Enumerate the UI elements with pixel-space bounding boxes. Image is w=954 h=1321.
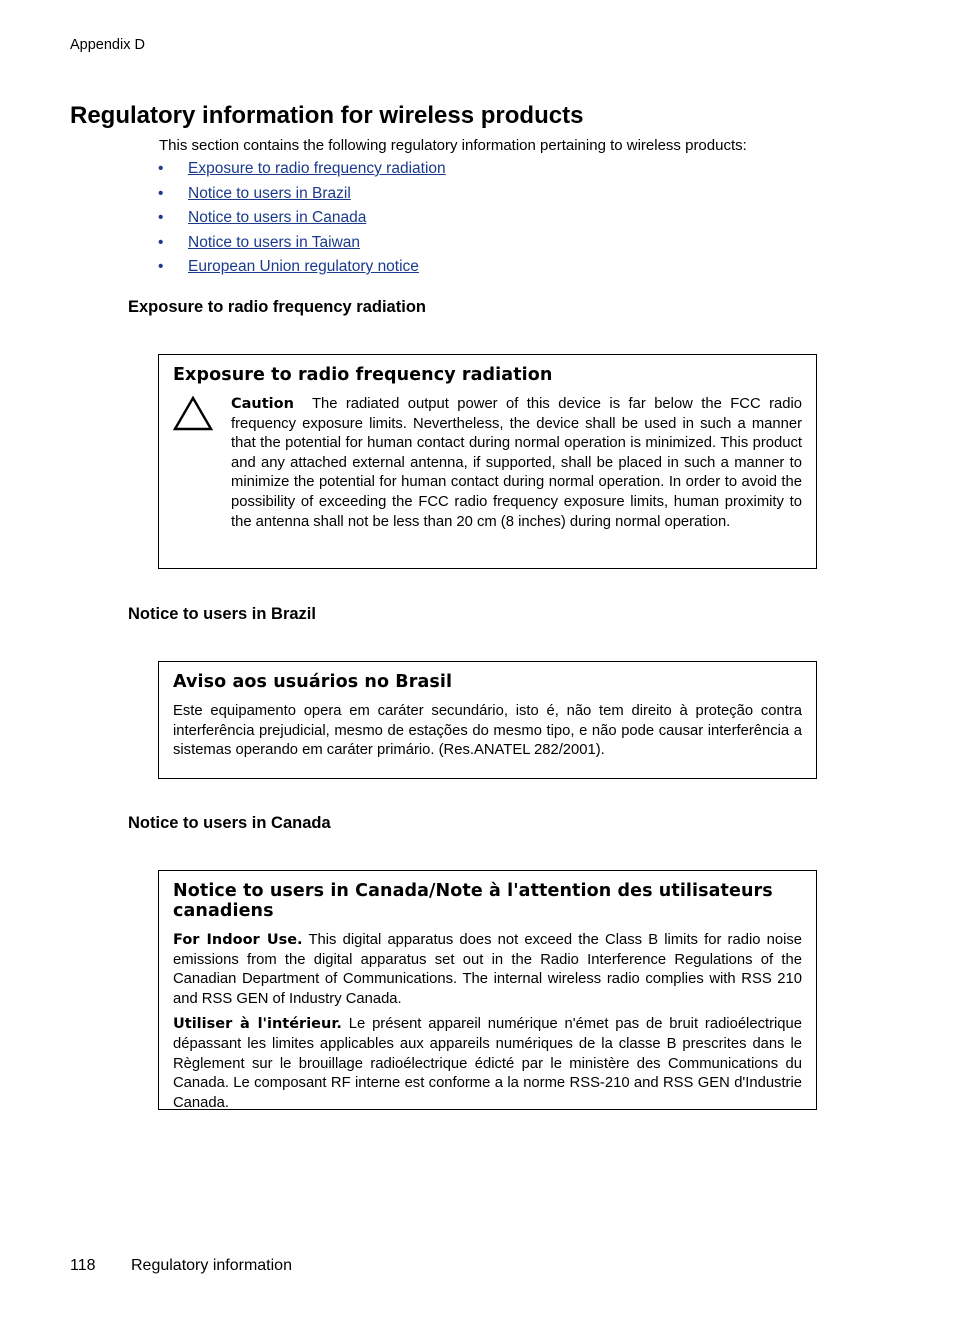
caution-row (173, 395, 802, 532)
footer-section-label: Regulatory information (131, 1257, 292, 1274)
canada-notice-box (158, 870, 817, 1110)
intro-text: This section contains the following regulatory information pertaining to wireless products: (159, 137, 747, 154)
bullet: • (158, 184, 164, 202)
exposure-notice-box (158, 354, 817, 569)
box-title: Exposure to radio frequency radiation (173, 365, 553, 385)
toc-link-eu[interactable]: European Union regulatory notice (188, 258, 419, 275)
toc-link-brazil[interactable]: Notice to users in Brazil (188, 184, 351, 202)
toc-item (158, 234, 446, 259)
toc-link-canada[interactable]: Notice to users in Canada (188, 209, 367, 226)
section-heading-brazil: Notice to users in Brazil (128, 605, 316, 623)
toc-link-taiwan[interactable]: Notice to users in Taiwan (188, 233, 361, 251)
bullet: • (158, 258, 164, 275)
toc-item (158, 209, 446, 234)
canada-fr-text: Le présent appareil numérique n'émet pas de bruit radioélectrique dépassant les limites applicables aux appareils numériques de la classe B prescrites dans le Règlement sur le brouillage radioélectrique édicté par le ministère des Communications du Canada. Le composant RF interne est conforme a la norme RSS-210 and RSS GEN d'Industrie Canada. (173, 1016, 802, 1111)
toc-item (158, 258, 446, 283)
brazil-notice-box (158, 661, 817, 779)
canada-fr-paragraph (173, 1015, 802, 1113)
toc-item (158, 185, 446, 210)
section-heading-exposure: Exposure to radio frequency radiation (128, 298, 426, 316)
bullet: • (158, 209, 164, 226)
bullet: • (158, 233, 164, 251)
canada-en-text: This digital apparatus does not exceed the Class B limits for radio noise emissions from the digital apparatus set out in the Radio Interference Regulations of the Canadian Department of Communications. The internal wireless radio complies with RSS 210 and RSS GEN of Industry Canada. (173, 932, 803, 1007)
bullet: • (158, 160, 164, 177)
section-heading-canada: Notice to users in Canada (128, 814, 331, 832)
canada-fr-label: Utiliser à l'intérieur. (173, 1016, 342, 1033)
brazil-text: Este equipamento opera em caráter secundário, isto é, não tem direito à proteção contra interferência prejudicial, mesmo de estações do mesmo tipo, e não pode causar interferência a sistemas operando em caráter primário. (Res.ANATEL 282/2001). (173, 703, 802, 759)
toc-link-exposure[interactable]: Exposure to radio frequency radiation (188, 160, 446, 177)
caution-text (231, 395, 802, 532)
canada-en-label: For Indoor Use. (173, 932, 303, 948)
caution-body: The radiated output power of this device is far below the FCC radio frequency exposure limits. Nevertheless, the device shall be used in such a manner that the potential for human contact during normal operation is minimized. This product and any attached external antenna, if supported, shall be placed in such a manner to minimize the potential for human contact during normal operation. In order to avoid the possibility of exceeding the FCC radio frequency exposure limits, human proximity to the antenna shall not be less than 20 cm (8 inches) during normal operation. (231, 396, 802, 530)
canada-en-paragraph (173, 931, 802, 1009)
toc-list (158, 160, 446, 283)
running-header: Appendix D (70, 37, 145, 53)
caution-label: Caution (231, 396, 294, 412)
box-title: Notice to users in Canada/Note à l'attention des utilisateurs canadiens (173, 881, 773, 921)
page-title: Regulatory information for wireless products (70, 102, 584, 129)
caution-triangle-icon (173, 395, 231, 435)
toc-item (158, 160, 446, 185)
box-title: Aviso aos usuários no Brasil (173, 672, 453, 692)
page-number: 118 (70, 1257, 96, 1274)
